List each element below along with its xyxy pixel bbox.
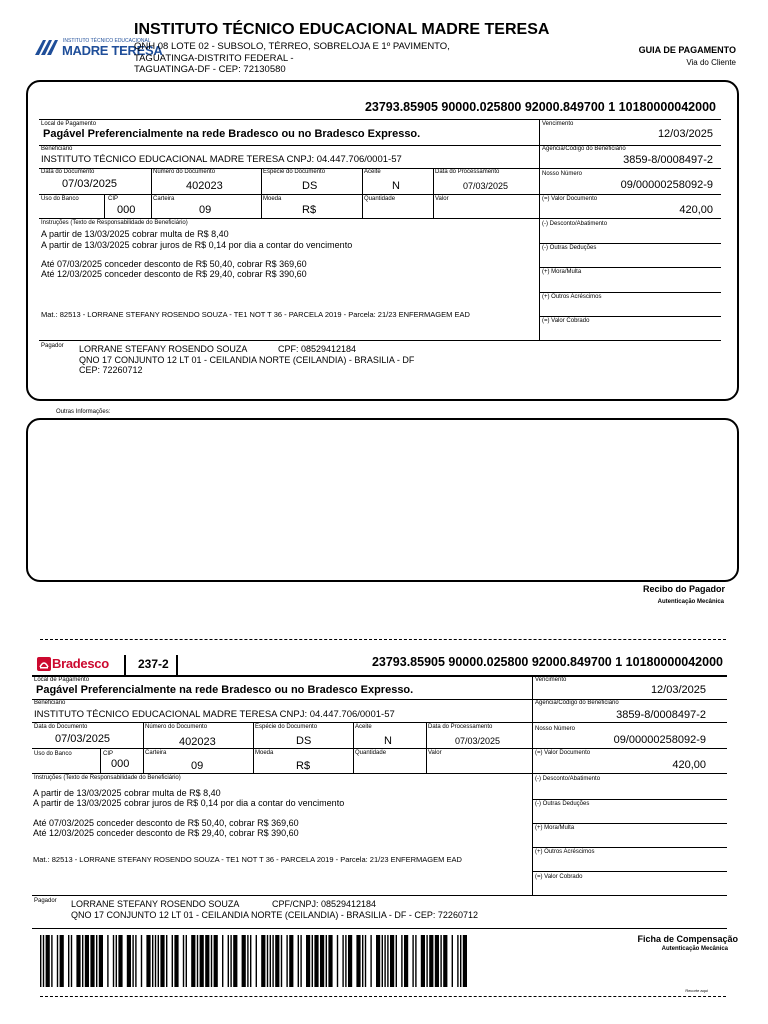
instruction-line: Até 07/03/2025 conceder desconto de R$ 50,40, cobrar R$ 369,60 xyxy=(33,818,299,828)
label-especie-documento: Espécie do Documento xyxy=(263,169,326,175)
recorte-label: Recorte aqui xyxy=(685,988,708,993)
label-outras-deducoes: (-) Outras Deduções xyxy=(535,801,590,807)
pagador-endereco: QNO 17 CONJUNTO 12 LT 01 - CEILANDIA NORTE (CEILANDIA) - BRASILIA - DF xyxy=(79,355,415,365)
label-carteira: Carteira xyxy=(153,196,175,202)
label-vencimento: Vencimento xyxy=(535,677,567,683)
local-pagamento: Pagável Preferencialmente na rede Bradesco ou no Bradesco Expresso. xyxy=(43,128,421,140)
recibo-autenticacao: Autenticação Mecânica xyxy=(657,599,724,605)
label-carteira: Carteira xyxy=(145,750,167,756)
label-valor: Valor xyxy=(435,196,449,202)
vencimento: 12/03/2025 xyxy=(657,128,713,140)
label-outros-acrescimos: (+) Outros Acréscimos xyxy=(542,294,602,300)
label-data-documento: Data do Documento xyxy=(34,724,88,730)
carteira: 09 xyxy=(191,760,204,772)
address-line-2: TAGUATINGA-DISTRITO FEDERAL - xyxy=(134,53,294,64)
pagador-cpf: CPF: 08529412184 xyxy=(278,344,357,354)
pagador-endereco: QNO 17 CONJUNTO 12 LT 01 - CEILANDIA NORTE (CEILANDIA) - BRASILIA - DF - CEP: 72260712 xyxy=(71,910,478,920)
guide-subtitle: Via do Cliente xyxy=(686,58,736,67)
label-pagador: Pagador xyxy=(41,343,64,349)
label-data-processamento: Data do Processamento xyxy=(435,169,500,175)
label-local-pagamento: Local de Pagamento xyxy=(41,121,97,127)
numero-documento: 402023 xyxy=(179,736,216,748)
address-line-1: QNH 08 LOTE 02 - SUBSOLO, TÉRREO, SOBRELOJA E 1º PAVIMENTO, xyxy=(134,41,450,52)
label-mora-multa: (+) Mora/Multa xyxy=(535,825,575,831)
recibo-title: Recibo do Pagador xyxy=(642,584,725,594)
label-nosso-numero: Nosso Número xyxy=(542,171,583,177)
pagador-nome: LORRANE STEFANY ROSENDO SOUZA xyxy=(79,344,248,354)
label-agencia: Agencia/Código do Beneficiário xyxy=(542,146,626,152)
cut-line xyxy=(40,639,726,640)
label-instrucoes: Instruções (Texto de Responsabilidade do Beneficiário) xyxy=(41,220,188,226)
beneficiario: INSTITUTO TÉCNICO EDUCACIONAL MADRE TERESA CNPJ: 04.447.706/0001-57 xyxy=(34,709,395,720)
instruction-line: A partir de 13/03/2025 cobrar multa de R$ 8,40 xyxy=(41,229,229,239)
instruction-line: Até 07/03/2025 conceder desconto de R$ 50,40, cobrar R$ 369,60 xyxy=(41,259,307,269)
label-beneficiario: Beneficiário xyxy=(41,146,73,152)
digitable-line: 23793.85905 90000.025800 92000.849700 1 10180000042000 xyxy=(364,100,716,114)
label-valor-cobrado: (=) Valor Cobrado xyxy=(535,874,583,880)
valor-documento: 420,00 xyxy=(679,204,713,216)
label-outros-acrescimos: (+) Outros Acréscimos xyxy=(535,849,595,855)
label-mora-multa: (+) Mora/Multa xyxy=(542,269,582,275)
ficha-title: Ficha de Compensação xyxy=(637,934,738,944)
especie-documento: DS xyxy=(296,735,312,747)
label-numero-documento: Número do Documento xyxy=(153,169,216,175)
label-quantidade: Quantidade xyxy=(364,196,396,202)
label-aceite: Aceite xyxy=(355,724,372,730)
label-outras-informacoes: Outras Informações: xyxy=(56,409,111,415)
carteira: 09 xyxy=(199,204,212,216)
label-valor-documento: (=) Valor Documento xyxy=(542,196,598,202)
instruction-line: Até 12/03/2025 conceder desconto de R$ 29,40, cobrar R$ 390,60 xyxy=(41,269,307,279)
label-aceite: Aceite xyxy=(364,169,381,175)
pagador-nome: LORRANE STEFANY ROSENDO SOUZA xyxy=(71,899,240,909)
matricula: Mat.: 82513 - LORRANE STEFANY ROSENDO SOUZA - TE1 NOT T 36 - PARCELA 2019 - Parcela: 21/23 ENFERMAGEM EAD xyxy=(41,310,470,319)
logo-text: MADRE TERESA xyxy=(62,43,163,58)
nosso-numero: 09/00000258092-9 xyxy=(620,179,713,191)
agencia-codigo: 3859-8/0008497-2 xyxy=(616,709,706,721)
ficha-autenticacao: Autenticação Mecânica xyxy=(661,946,728,952)
label-quantidade: Quantidade xyxy=(355,750,387,756)
label-desconto: (-) Desconto/Abatimento xyxy=(535,776,601,782)
data-processamento: 07/03/2025 xyxy=(455,736,501,746)
data-processamento: 07/03/2025 xyxy=(463,181,509,191)
data-documento: 07/03/2025 xyxy=(55,733,111,745)
numero-documento: 402023 xyxy=(186,180,223,192)
bank-code: 237-2 xyxy=(138,657,169,671)
instruction-line: A partir de 13/03/2025 cobrar juros de R$ 0,14 por dia a contar do vencimento xyxy=(33,798,345,808)
moeda: R$ xyxy=(302,204,317,216)
madre-teresa-logo-icon xyxy=(33,37,61,57)
moeda: R$ xyxy=(296,760,311,772)
aceite: N xyxy=(384,735,392,747)
logo-small-text: INSTITUTO TÉCNICO EDUCACIONAL xyxy=(63,38,151,44)
label-instrucoes: Instruções (Texto de Responsabilidade do Beneficiário) xyxy=(34,775,181,781)
valor-documento: 420,00 xyxy=(672,759,706,771)
label-especie-documento: Espécie do Documento xyxy=(255,724,318,730)
label-beneficiario: Beneficiário xyxy=(34,700,66,706)
label-cip: CIP xyxy=(108,196,119,202)
label-valor: Valor xyxy=(428,750,442,756)
aceite: N xyxy=(392,180,400,192)
label-moeda: Moeda xyxy=(263,196,282,202)
label-uso-banco: Uso do Banco xyxy=(41,196,79,202)
nosso-numero: 09/00000258092-9 xyxy=(613,734,706,746)
barcode xyxy=(40,935,470,987)
bank-name: Bradesco xyxy=(52,656,109,671)
vencimento: 12/03/2025 xyxy=(650,684,706,696)
label-vencimento: Vencimento xyxy=(542,121,574,127)
label-desconto: (-) Desconto/Abatimento xyxy=(542,221,608,227)
label-data-processamento: Data do Processamento xyxy=(428,724,493,730)
label-moeda: Moeda xyxy=(255,750,274,756)
label-valor-documento: (=) Valor Documento xyxy=(535,750,591,756)
label-local-pagamento: Local de Pagamento xyxy=(34,677,90,683)
label-data-documento: Data do Documento xyxy=(41,169,95,175)
institution-title: INSTITUTO TÉCNICO EDUCACIONAL MADRE TERESA xyxy=(134,21,550,38)
matricula: Mat.: 82513 - LORRANE STEFANY ROSENDO SOUZA - TE1 NOT T 36 - PARCELA 2019 - Parcela: 21/23 ENFERMAGEM EAD xyxy=(33,855,462,864)
address-line-3: TAGUATINGA-DF - CEP: 72130580 xyxy=(134,64,286,75)
digitable-line-slip: 23793.85905 90000.025800 92000.849700 1 10180000042000 xyxy=(371,655,723,669)
label-agencia: Agencia/Código do Beneficiário xyxy=(535,700,619,706)
cip: 000 xyxy=(117,204,136,216)
guide-title: GUIA DE PAGAMENTO xyxy=(638,45,736,55)
label-uso-banco: Uso do Banco xyxy=(34,751,72,757)
label-valor-cobrado: (=) Valor Cobrado xyxy=(542,318,590,324)
other-info-box xyxy=(26,418,739,582)
label-pagador: Pagador xyxy=(34,898,57,904)
agencia-codigo: 3859-8/0008497-2 xyxy=(623,154,713,166)
label-numero-documento: Número do Documento xyxy=(145,724,208,730)
instruction-line: Até 12/03/2025 conceder desconto de R$ 29,40, cobrar R$ 390,60 xyxy=(33,828,299,838)
label-outras-deducoes: (-) Outras Deduções xyxy=(542,245,597,251)
instruction-line: A partir de 13/03/2025 cobrar multa de R$ 8,40 xyxy=(33,788,221,798)
pagador-cep: CEP: 72260712 xyxy=(79,365,143,375)
label-nosso-numero: Nosso Número xyxy=(535,726,576,732)
local-pagamento: Pagável Preferencialmente na rede Bradesco ou no Bradesco Expresso. xyxy=(36,684,414,696)
cip: 000 xyxy=(111,758,130,770)
bradesco-logo-icon xyxy=(37,657,51,671)
pagador-cpf-cnpj: CPF/CNPJ: 08529412184 xyxy=(272,899,377,909)
instruction-line: A partir de 13/03/2025 cobrar juros de R$ 0,14 por dia a contar do vencimento xyxy=(41,240,353,250)
label-cip: CIP xyxy=(103,751,114,757)
data-documento: 07/03/2025 xyxy=(62,178,118,190)
cut-line-bottom xyxy=(40,996,726,997)
beneficiario: INSTITUTO TÉCNICO EDUCACIONAL MADRE TERESA CNPJ: 04.447.706/0001-57 xyxy=(41,154,402,165)
especie-documento: DS xyxy=(302,180,318,192)
